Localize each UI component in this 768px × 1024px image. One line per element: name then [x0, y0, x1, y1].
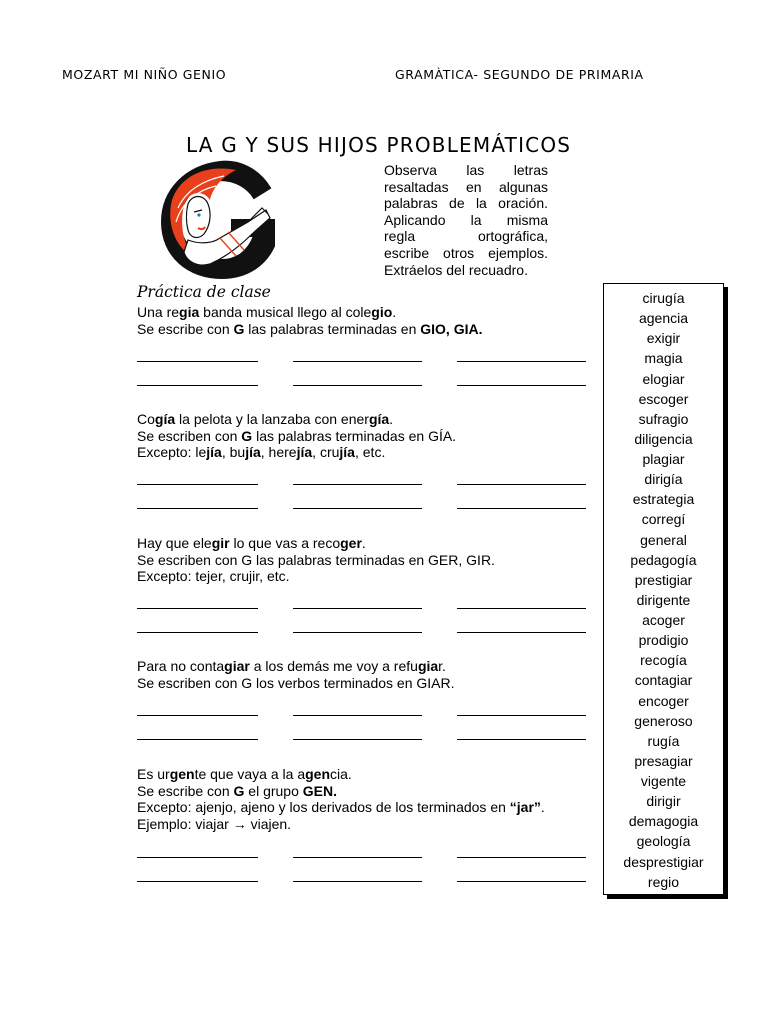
- answer-blank[interactable]: [137, 608, 258, 609]
- intro-line: Aplicando la misma: [384, 211, 548, 228]
- word-bank-item: estrategia: [632, 491, 695, 508]
- exception-text: Excepto: lejía, bujía, herejía, crujía, etc.: [137, 444, 386, 460]
- answer-blank[interactable]: [457, 739, 586, 740]
- answer-blank[interactable]: [457, 857, 586, 858]
- answer-blank[interactable]: [293, 385, 422, 386]
- answer-blank[interactable]: [457, 361, 586, 362]
- rule-text: Se escriben con G las palabras terminadas en GÍA.: [137, 427, 457, 444]
- exception-text: Excepto: tejer, crujir, etc.: [137, 568, 290, 584]
- practice-label: Práctica de clase: [137, 283, 271, 301]
- answer-blank[interactable]: [293, 739, 422, 740]
- answer-blank[interactable]: [293, 857, 422, 858]
- answer-blank[interactable]: [293, 608, 422, 609]
- example-sentence: Para no contagiar a los demás me voy a refugiar.: [137, 658, 446, 674]
- header-school-name: MOZART MI NIÑO GENIO: [62, 67, 227, 82]
- word-bank-item: prodigio: [638, 632, 689, 649]
- answer-blank[interactable]: [137, 857, 258, 858]
- word-bank-item: presagiar: [634, 752, 693, 769]
- word-bank-box: [603, 283, 724, 895]
- answer-blank[interactable]: [137, 385, 258, 386]
- answer-blank[interactable]: [457, 881, 586, 882]
- answer-blanks: [137, 857, 587, 905]
- word-bank-item: encoger: [638, 692, 689, 709]
- word-bank-item: prestigiar: [634, 571, 693, 588]
- answer-blank[interactable]: [137, 361, 258, 362]
- answer-blank[interactable]: [457, 608, 586, 609]
- word-bank-item: exigir: [646, 330, 681, 347]
- answer-blank[interactable]: [137, 508, 258, 509]
- answer-blank[interactable]: [293, 484, 422, 485]
- word-bank-item: desprestigiar: [623, 853, 704, 870]
- example-sentence: Una regia banda musical llego al colegio.: [137, 304, 397, 320]
- word-bank-list: [604, 284, 723, 892]
- answer-blanks: [137, 608, 587, 656]
- example-text: Ejemplo: viajar → viajen.: [137, 815, 292, 832]
- word-bank-item: dirigir: [646, 793, 681, 810]
- word-bank-item: contagiar: [634, 672, 693, 689]
- word-bank-item: escoger: [638, 390, 689, 407]
- intro-line: resaltadas en algunas: [384, 178, 548, 195]
- instructions-paragraph: [384, 162, 548, 278]
- word-bank-item: magia: [644, 350, 683, 367]
- rule-section-gio-gia: [137, 304, 483, 337]
- intro-line: regla ortográfica,: [384, 228, 548, 245]
- rule-section-giar: [137, 658, 454, 691]
- word-bank-item: elogiar: [642, 370, 685, 387]
- answer-blank[interactable]: [457, 484, 586, 485]
- word-bank-item: geología: [636, 833, 691, 850]
- answer-blank[interactable]: [137, 739, 258, 740]
- word-bank-item: rugía: [647, 732, 680, 749]
- rule-section-ger-gir: [137, 535, 495, 585]
- answer-blank[interactable]: [457, 508, 586, 509]
- word-bank-item: vigente: [640, 773, 687, 789]
- answer-blanks: [137, 361, 587, 409]
- face-shape: [187, 197, 211, 238]
- answer-blank[interactable]: [293, 881, 422, 882]
- word-bank-item: corregí: [641, 511, 686, 528]
- word-bank-item: regio: [647, 873, 680, 890]
- example-sentence: Hay que elegir lo que vas a recoger.: [137, 535, 366, 551]
- intro-line: escribe otros ejemplos.: [384, 244, 548, 261]
- answer-blanks: [137, 715, 587, 763]
- header-subject: GRAMÀTICA- SEGUNDO DE PRIMARIA: [395, 67, 644, 82]
- rule-text: Se escriben con G las palabras terminadas en GER, GIR.: [137, 551, 495, 568]
- rule-section-gen: [137, 766, 545, 832]
- word-bank-item: general: [640, 531, 687, 548]
- word-bank-item: generoso: [634, 712, 693, 729]
- answer-blanks: [137, 484, 587, 532]
- word-bank-item: acoger: [642, 612, 685, 628]
- answer-blank[interactable]: [293, 715, 422, 716]
- intro-line: palabras de la oración.: [384, 195, 548, 212]
- rule-section-gia: [137, 411, 456, 461]
- answer-blank[interactable]: [137, 715, 258, 716]
- rule-text: Se escriben con G los verbos terminados en GIAR.: [137, 674, 455, 691]
- word-bank-item: diligencia: [634, 430, 693, 447]
- word-bank-item: dirigía: [644, 471, 683, 488]
- answer-blank[interactable]: [457, 385, 586, 386]
- exception-text: Excepto: ajenjo, ajeno y los derivados de los terminados en “jar”.: [137, 799, 545, 815]
- answer-blank[interactable]: [293, 361, 422, 362]
- word-bank-item: dirigente: [636, 591, 691, 608]
- answer-blank[interactable]: [137, 484, 258, 485]
- example-sentence: Cogía la pelota y la lanzaba con energía.: [137, 411, 394, 427]
- word-bank-item: recogía: [640, 652, 687, 669]
- answer-blank[interactable]: [137, 632, 258, 633]
- intro-line: Observa las letras: [384, 162, 548, 178]
- answer-blank[interactable]: [293, 632, 422, 633]
- page-title: LA G Y SUS HIJOS PROBLEMÁTICOS: [186, 133, 572, 157]
- word-bank-item: pedagogía: [630, 551, 697, 568]
- answer-blank[interactable]: [457, 632, 586, 633]
- letter-g-girl-illustration: [158, 160, 306, 280]
- rule-text: Se escribe con G el grupo GEN.: [137, 782, 337, 799]
- example-sentence: Es urgente que vaya a la agencia.: [137, 766, 352, 782]
- intro-line: Extráelos del recuadro.: [384, 261, 528, 278]
- arrow-right-icon: →: [232, 815, 247, 832]
- answer-blank[interactable]: [137, 881, 258, 882]
- word-bank-item: sufragio: [638, 410, 689, 427]
- word-bank-item: plagiar: [642, 451, 685, 467]
- word-bank-item: agencia: [638, 310, 689, 327]
- answer-blank[interactable]: [293, 508, 422, 509]
- word-bank-item: cirugía: [642, 290, 685, 306]
- rule-text: Se escribe con G las palabras terminadas en GIO, GIA.: [137, 320, 483, 337]
- word-bank-item: demagogia: [628, 813, 699, 830]
- answer-blank[interactable]: [457, 715, 586, 716]
